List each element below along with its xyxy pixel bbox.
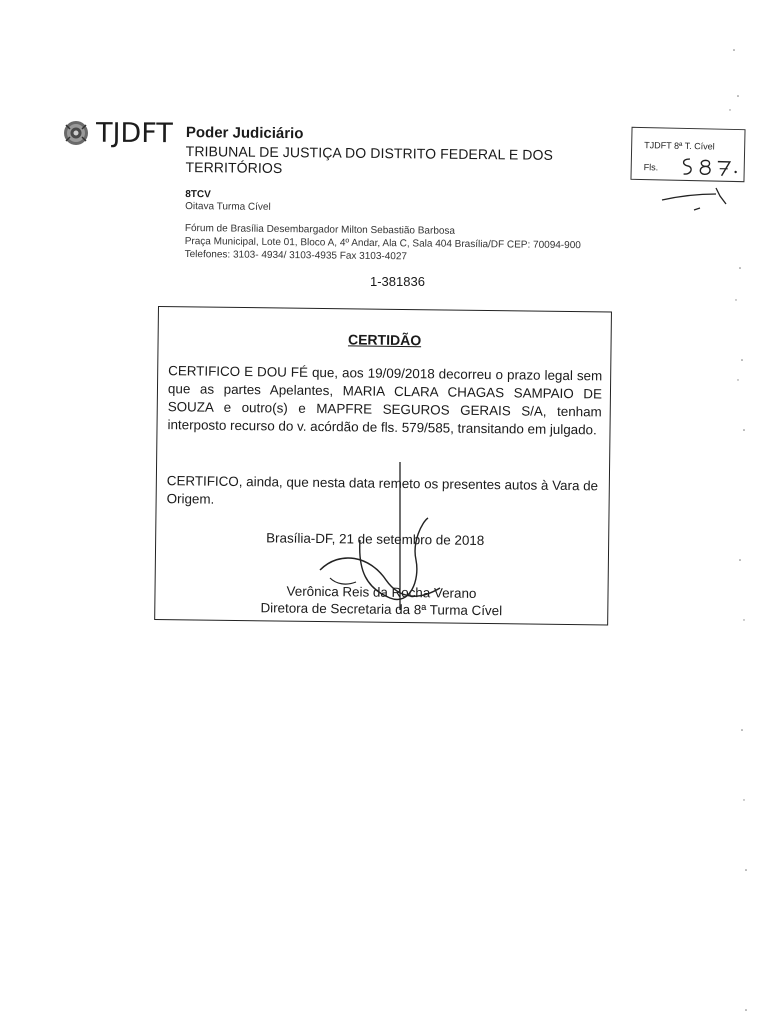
process-number: 1-381836 <box>370 274 425 289</box>
unit-code: 8TCV <box>185 188 211 201</box>
stamp-fls-label: Fls. <box>643 162 659 173</box>
tjdft-logo-text: TJDFT <box>95 117 173 150</box>
coat-of-arms-seal <box>62 119 90 147</box>
address-line: Fórum de Brasília Desembargador Milton Sebastião Barbosa <box>184 222 456 237</box>
unit-name: Oitava Turma Cível <box>185 200 271 213</box>
scan-specks <box>700 0 768 1024</box>
letterhead <box>185 124 626 266</box>
address-line: Praça Municipal, Lote 01, Bloco A, 4º Andar, Ala C, Sala 404 Brasília/DF CEP: 70094-900 <box>184 235 581 252</box>
signer-name: Verônica Reis da Rocha Verano <box>286 583 477 601</box>
court-name: TRIBUNAL DE JUSTIÇA DO DISTRITO FEDERAL E DOS TERRITÓRIOS <box>185 142 554 177</box>
address-line: Telefones: 3103- 4934/ 3103-4935 Fax 3103-4027 <box>184 248 408 263</box>
certificate-paragraph: CERTIFICO E DOU FÉ que, aos 19/09/2018 decorreu o prazo legal sem que as partes Apelantes, MARIA CLARA CHAGAS SAMPAIO DE SOUZA e outro(s) e MAPFRE SEGUROS GERAIS S/A, tenham interposto recurso do v. acórdão de fls. 579/585, transitando em julgado. <box>167 363 603 438</box>
place-and-date: Brasília-DF, 21 de setembro de 2018 <box>266 530 485 549</box>
certificate-paragraph: CERTIFICO, ainda, que nesta data remeto os presentes autos à Vara de Origem. <box>166 473 599 507</box>
handwritten-signature <box>300 460 460 630</box>
organization-name: Poder Judiciário <box>185 124 304 143</box>
stamp-court-label: TJDFT 8ª T. Cível <box>644 140 715 152</box>
certificate-title: CERTIDÃO <box>347 331 422 349</box>
signer-role: Diretora de Secretaria da 8ª Turma Cível <box>260 600 503 619</box>
